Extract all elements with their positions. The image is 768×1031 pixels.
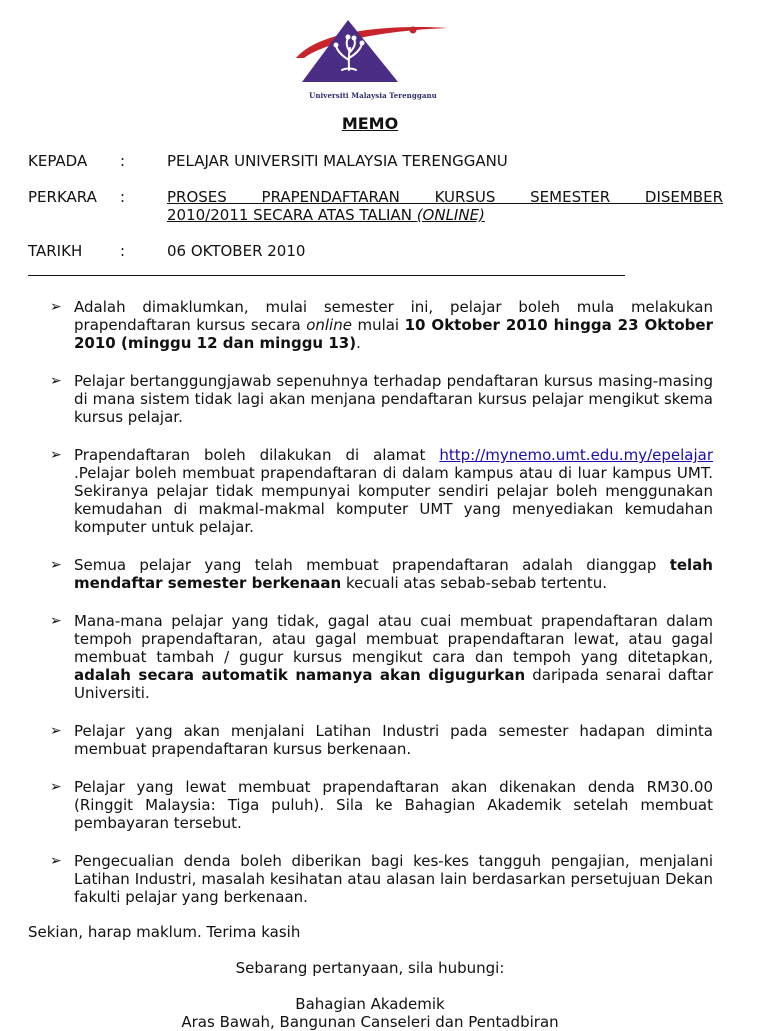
arrow-bullet-icon: ➢ — [50, 779, 62, 795]
notice-4-text-b: kecuali atas sebab-sebab tertentu. — [341, 574, 608, 592]
closing-line: Sekian, harap maklum. Terima kasih — [28, 923, 301, 941]
notice-item-1 — [50, 298, 713, 352]
notice-3-text-b: .Pelajar boleh membuat prapendaftaran di dalam kampus atau di luar kampus UMT. Sekiranya pelajar tidak mempunyai komputer sendiri pelajar boleh menggunakan kemudahan di makmal-makmal komputer UMT yang menyediakan kemudahan komputer untuk pelajar. — [74, 464, 713, 536]
perkara-label: PERKARA — [28, 188, 97, 206]
tarikh-value: 06 OKTOBER 2010 — [167, 242, 306, 260]
notice-1-text-b: mulai — [351, 316, 405, 334]
kepada-label: KEPADA — [28, 152, 88, 170]
epelajar-link[interactable]: http://mynemo.umt.edu.my/epelajar — [439, 446, 713, 464]
notice-item-2 — [50, 372, 713, 426]
notice-1-dates: 10 Oktober 2010 hingga 23 Oktober 2010 (minggu 12 dan minggu 13) — [74, 316, 713, 352]
notice-list — [50, 298, 713, 926]
notice-5-bold: adalah secara automatik namanya akan digugurkan — [74, 666, 526, 684]
notice-3-text-a: Prapendaftaran boleh dilakukan di alamat — [74, 446, 440, 464]
perkara-line-1: PROSES PRAPENDAFTARAN KURSUS SEMESTER DISEMBER — [167, 188, 723, 206]
notice-item-3 — [50, 446, 713, 536]
tarikh-label: TARIKH — [28, 242, 83, 260]
perkara-value — [167, 188, 723, 224]
notice-5-text-b: daripada senarai daftar Universiti. — [74, 666, 713, 702]
notice-5-text-a: Mana-mana pelajar yang tidak, gagal atau cuai membuat prapendaftaran dalam tempoh prapendaftaran, atau gagal membuat prapendaftaran lewat, atau gagal membuat tambah / gugur kursus mengikut cara dan tempoh yang ditetapkan, — [74, 612, 713, 666]
arrow-bullet-icon: ➢ — [50, 299, 62, 315]
kepada-colon: : — [120, 152, 126, 170]
arrow-bullet-icon: ➢ — [50, 557, 62, 573]
university-logo — [288, 18, 458, 100]
notice-4-text-a: Semua pelajar yang telah membuat prapendaftaran adalah dianggap — [74, 556, 670, 574]
notice-6-text: Pelajar yang akan menjalani Latihan Industri pada semester hadapan diminta membuat prapendaftaran kursus berkenaan. — [74, 722, 713, 758]
kepada-value: PELAJAR UNIVERSITI MALAYSIA TERENGGANU — [167, 152, 508, 170]
arrow-bullet-icon: ➢ — [50, 447, 62, 463]
tarikh-colon: : — [120, 242, 126, 260]
notice-item-5 — [50, 612, 713, 702]
notice-4-bold: telah mendaftar semester berkenaan — [74, 556, 713, 592]
perkara-colon: : — [120, 188, 126, 206]
notice-item-4 — [50, 556, 713, 592]
notice-1-text-a: Adalah dimaklumkan, mulai semester ini, pelajar boleh mula melakukan prapendaftaran kursus secara — [74, 298, 713, 334]
notice-2-text: Pelajar bertanggungjawab sepenuhnya terhadap pendaftaran kursus masing-masing di mana sistem tidak lagi akan menjana pendaftaran kursus pelajar mengikut skema kursus pelajar. — [74, 372, 713, 426]
contact-intro: Sebarang pertanyaan, sila hubungi: — [235, 959, 505, 977]
arrow-bullet-icon: ➢ — [50, 373, 62, 389]
logo-emblem — [288, 18, 458, 88]
arrow-bullet-icon: ➢ — [50, 723, 62, 739]
notice-item-7 — [50, 778, 713, 832]
header-divider — [28, 275, 625, 276]
notice-8-text: Pengecualian denda boleh diberikan bagi kes-kes tangguh pengajian, menjalani Latihan Industri, masalah kesihatan atau alasan lain berdasarkan persetujuan Dekan fakulti pelajar yang berkenaan. — [74, 852, 713, 906]
logo-star — [410, 27, 417, 34]
logo-wordmark: Universiti Malaysia Terengganu — [309, 91, 437, 100]
perkara-line-2 — [167, 206, 723, 224]
perkara-online-italic: (ONLINE) — [416, 206, 485, 224]
notice-1-online: online — [306, 316, 352, 334]
notice-item-8 — [50, 852, 713, 906]
contact-department: Bahagian Akademik — [295, 995, 445, 1013]
notice-item-6 — [50, 722, 713, 758]
arrow-bullet-icon: ➢ — [50, 853, 62, 869]
notice-1-text-c: . — [356, 334, 361, 352]
contact-address: Aras Bawah, Bangunan Canseleri dan Pentadbiran — [181, 1013, 559, 1031]
memo-title: MEMO — [341, 114, 399, 133]
arrow-bullet-icon: ➢ — [50, 613, 62, 629]
notice-7-text: Pelajar yang lewat membuat prapendaftaran akan dikenakan denda RM30.00 (Ringgit Malaysia: Tiga puluh). Sila ke Bahagian Akademik setelah membuat pembayaran tersebut. — [74, 778, 713, 832]
perkara-line-2-text: 2010/2011 SECARA ATAS TALIAN — [167, 206, 417, 224]
